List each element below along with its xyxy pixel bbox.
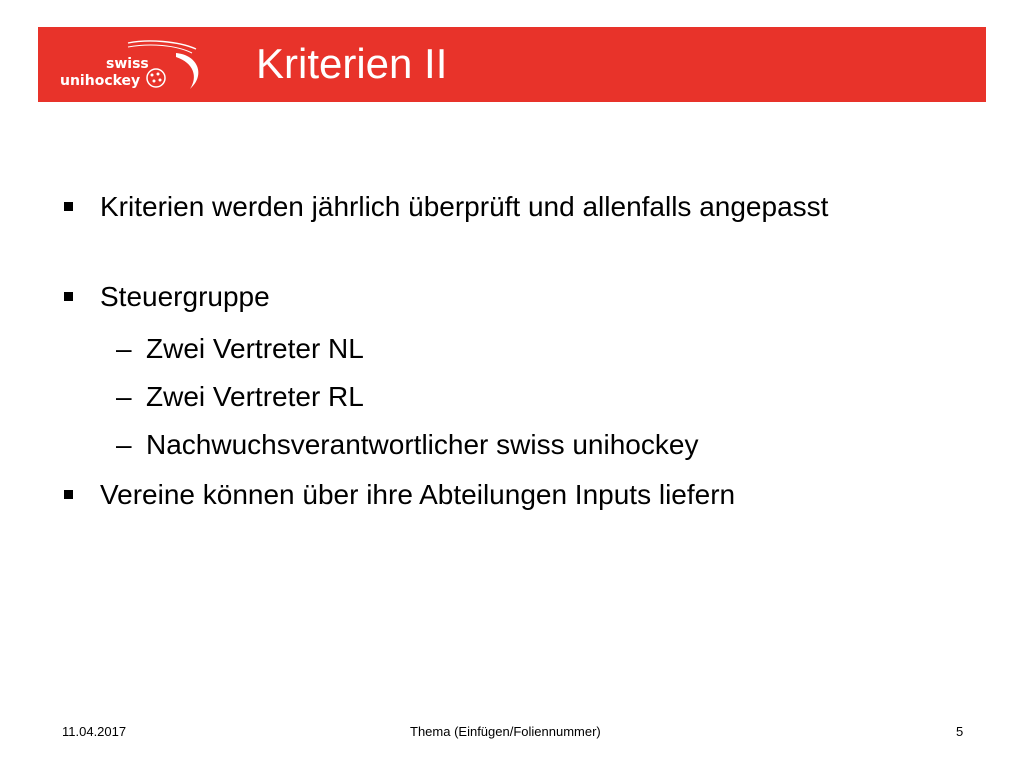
header-bar (38, 27, 986, 102)
bullet-text: Kriterien werden jährlich überprüft und allenfalls angepasst (100, 191, 829, 222)
swiss-unihockey-logo (48, 35, 208, 95)
floorball-icon (147, 69, 165, 87)
logo-line2: unihockey (60, 73, 141, 89)
bullet-text: Vereine können über ihre Abteilungen Inputs liefern (100, 479, 736, 510)
square-bullet-icon (64, 292, 73, 301)
sub-bullet-text: Zwei Vertreter NL (146, 333, 364, 364)
dash-marker: – (116, 333, 132, 364)
dash-marker: – (116, 429, 132, 460)
sub-bullet-text: Zwei Vertreter RL (146, 381, 364, 412)
footer-date: 11.04.2017 (62, 724, 127, 739)
slide-title: Kriterien II (256, 40, 448, 87)
bullet-text: Steuergruppe (100, 281, 270, 312)
square-bullet-icon (64, 490, 73, 499)
logo-line1: swiss (106, 56, 149, 72)
square-bullet-icon (64, 202, 73, 211)
footer-page-number: 5 (956, 724, 964, 739)
dash-marker: – (116, 381, 132, 412)
footer-topic: Thema (Einfügen/Foliennummer) (410, 724, 601, 739)
sub-bullet-text: Nachwuchsverantwortlicher swiss unihockey (146, 429, 699, 460)
